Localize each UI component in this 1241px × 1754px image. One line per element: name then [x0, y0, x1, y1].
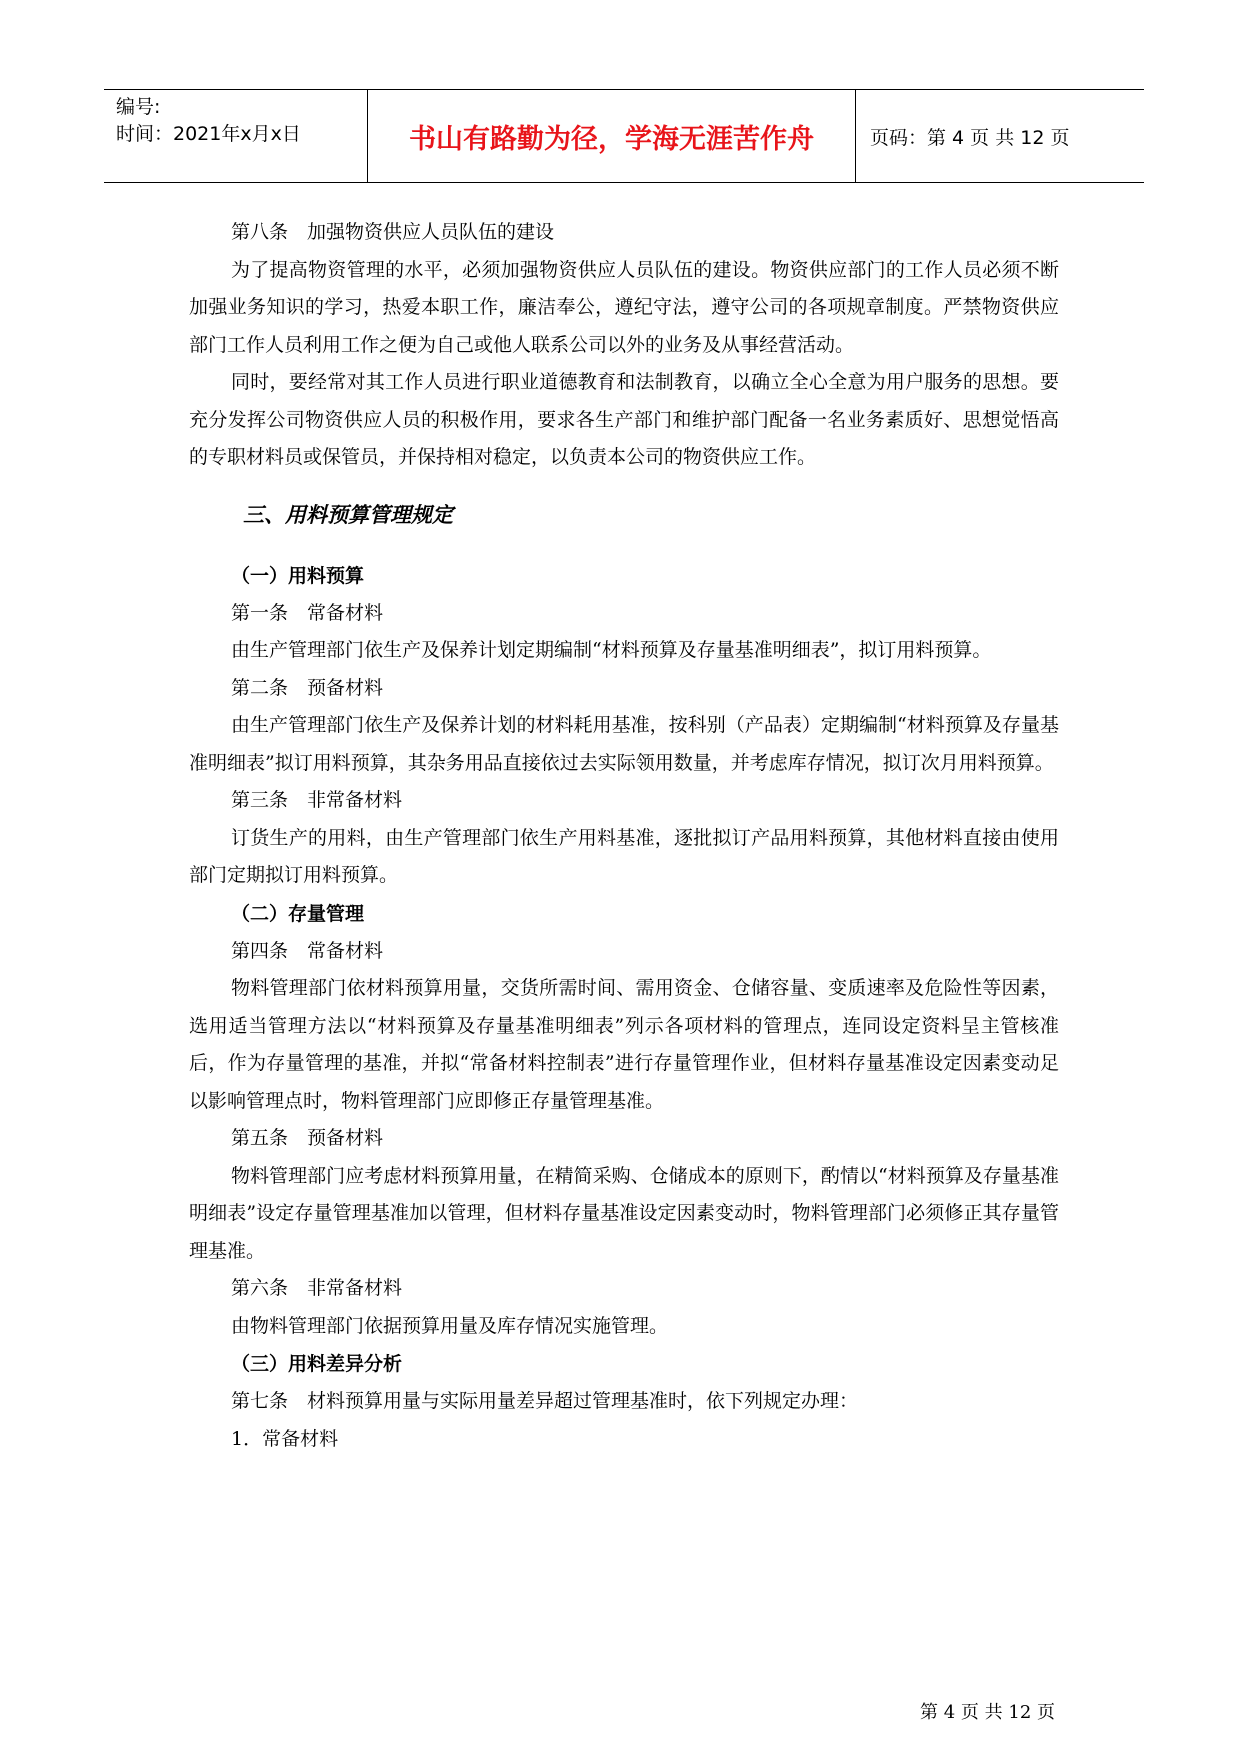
section-heading: 三、用料预算管理规定 [243, 502, 453, 527]
paragraph: 由生产管理部门依生产及保养计划定期编制“材料预算及存量基准明细表”，拟订用料预算。 [231, 639, 992, 661]
article-title: 第三条 非常备材料 [231, 789, 403, 811]
subsection-heading: （二）存量管理 [231, 902, 365, 925]
paragraph: 由物料管理部门依据预算用量及库存情况实施管理。 [231, 1314, 669, 1337]
paragraph: 同时，要经常对其工作人员进行职业道德教育和法制教育，以确立全心全意为用户服务的思想。要充分发挥公司物资供应人员的积极作用，要求各生产部门和维护部门配备一名业务素质好、思想觉悟高的专职材料员或保管员，并保持相对稳定，以负责本公司的物资供应工作。 [189, 371, 1059, 468]
article-title: 第一条 常备材料 [231, 601, 384, 624]
time-label: 时间：2021年x月x日 [116, 123, 301, 145]
article-title: 第六条 非常备材料 [231, 1277, 403, 1299]
article-title: 第五条 预备材料 [231, 1127, 384, 1149]
subsection-heading: （三）用料差异分析 [231, 1353, 403, 1375]
paragraph: 物料管理部门依材料预算用量，交货所需时间、需用资金、仓储容量、变质速率及危险性等因素，选用适当管理方法以“材料预算及存量基准明细表”列示各项材料的管理点，连同设定资料呈主管核准后，作为存量管理的基准，并拟“常备材料控制表”进行存量管理作业，但材料存量基准设定因素变动足以影响管理点时，物料管理部门应即修正存量管理基准。 [189, 977, 1059, 1112]
article-title: 第七条 材料预算用量与实际用量差异超过管理基准时，依下列规定办理： [231, 1390, 859, 1412]
paragraph: 为了提高物资管理的水平，必须加强物资供应人员队伍的建设。物资供应部门的工作人员必须不断加强业务知识的学习，热爱本职工作，廉洁奉公，遵纪守法，遵守公司的各项规章制度。严禁物资供应部门工作人员利用工作之便为自己或他人联系公司以外的业务及从事经营活动。 [189, 258, 1059, 356]
document-body [189, 214, 1059, 1458]
page-footer: 第 4 页 共 12 页 [920, 1702, 1055, 1723]
header-page-info: 页码：第 4 页 共 12 页 [870, 126, 1070, 149]
header-meta [104, 90, 368, 182]
article-title: 第二条 预备材料 [231, 676, 384, 699]
number-label: 编号: [116, 96, 161, 118]
list-item: 1．常备材料 [231, 1427, 339, 1450]
paragraph: 订货生产的用料，由生产管理部门依生产用料基准，逐批拟订产品用料预算，其他材料直接由使用部门定期拟订用料预算。 [189, 826, 1059, 886]
header-motto: 书山有路勤为径，学海无涯苦作舟 [368, 90, 856, 182]
subsection-heading: （一）用料预算 [231, 564, 365, 587]
paragraph: 由生产管理部门依生产及保养计划的材料耗用基准，按科别（产品表）定期编制“材料预算及存量基准明细表”拟订用料预算，其杂务用品直接依过去实际领用数量，并考虑库存情况，拟订次月用料预算。 [189, 714, 1059, 774]
paragraph: 物料管理部门应考虑材料预算用量，在精简采购、仓储成本的原则下，酌情以“材料预算及存量基准明细表”设定存量管理基准加以管理，但材料存量基准设定因素变动时，物料管理部门必须修正其存量管理基准。 [189, 1164, 1059, 1262]
article-title: 第四条 常备材料 [231, 939, 384, 962]
article-title: 第八条 加强物资供应人员队伍的建设 [231, 221, 555, 243]
page-header [104, 89, 1144, 183]
